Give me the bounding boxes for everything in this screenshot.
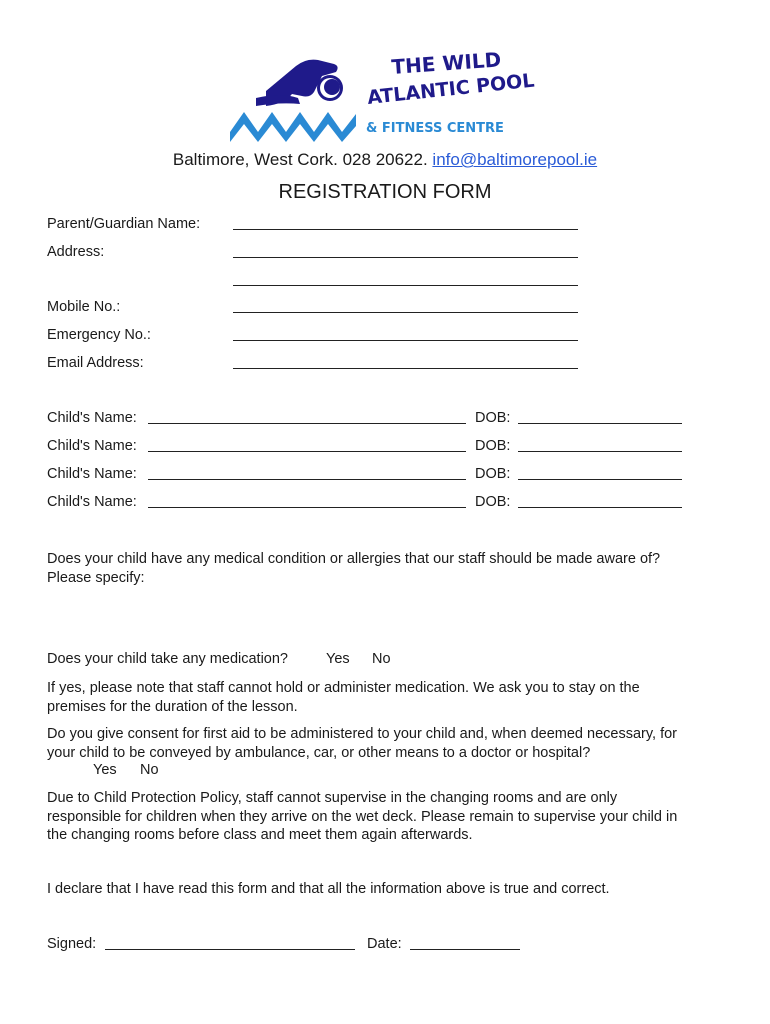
child-name-label: Child's Name: bbox=[47, 438, 137, 454]
declaration: I declare that I have read this form and that all the information above is true and correct. bbox=[47, 881, 610, 897]
address-field-1[interactable] bbox=[233, 257, 578, 258]
dob-field[interactable] bbox=[518, 451, 682, 452]
child-name-field[interactable] bbox=[148, 507, 466, 508]
logo-line3: & FITNESS CENTRE bbox=[366, 121, 504, 136]
date-field[interactable] bbox=[410, 949, 520, 950]
medical-question bbox=[47, 550, 737, 587]
policy-line: responsible for children when they arrive on the wet deck. Please remain to supervise your child in bbox=[47, 808, 678, 825]
contact-text: Baltimore, West Cork. 028 20622. bbox=[172, 150, 428, 169]
logo-line2: ATLANTIC POOL bbox=[366, 69, 536, 109]
signature-field[interactable] bbox=[105, 949, 355, 950]
medical-question-line: Please specify: bbox=[47, 569, 145, 586]
logo-line1: THE WILD bbox=[390, 47, 502, 79]
child-name-label: Child's Name: bbox=[47, 494, 137, 510]
child-name-label: Child's Name: bbox=[47, 410, 137, 426]
medication-no-option[interactable]: No bbox=[372, 651, 391, 667]
emergency-field[interactable] bbox=[233, 340, 578, 341]
mobile-field[interactable] bbox=[233, 312, 578, 313]
child-name-field[interactable] bbox=[148, 479, 466, 480]
dob-field[interactable] bbox=[518, 479, 682, 480]
signed-label: Signed: bbox=[47, 936, 97, 952]
address-label: Address: bbox=[47, 244, 105, 260]
consent-no-option[interactable]: No bbox=[140, 762, 159, 778]
medication-yes-option[interactable]: Yes bbox=[326, 651, 350, 667]
parent-name-label: Parent/Guardian Name: bbox=[47, 216, 201, 232]
consent-question bbox=[47, 725, 737, 762]
medication-note-line: If yes, please note that staff cannot hold or administer medication. We ask you to stay on the bbox=[47, 680, 640, 696]
dob-field[interactable] bbox=[518, 507, 682, 508]
dob-label: DOB: bbox=[475, 494, 511, 510]
dob-field[interactable] bbox=[518, 423, 682, 424]
date-label: Date: bbox=[367, 936, 402, 952]
medication-note bbox=[47, 679, 737, 716]
contact-line bbox=[0, 150, 770, 170]
logo bbox=[226, 46, 556, 146]
parent-name-field[interactable] bbox=[233, 229, 578, 230]
mobile-label: Mobile No.: bbox=[47, 299, 121, 315]
child-name-field[interactable] bbox=[148, 423, 466, 424]
address-field-2[interactable] bbox=[233, 285, 578, 286]
consent-line: Do you give consent for first aid to be administered to your child and, when deemed necessary, for bbox=[47, 726, 678, 742]
child-name-label: Child's Name: bbox=[47, 466, 137, 482]
dob-label: DOB: bbox=[475, 438, 511, 454]
dob-label: DOB: bbox=[475, 466, 511, 482]
child-protection-policy bbox=[47, 789, 737, 845]
email-address-label: Email Address: bbox=[47, 355, 144, 371]
consent-yes-option[interactable]: Yes bbox=[93, 762, 117, 778]
swimmer-icon bbox=[226, 46, 556, 146]
child-name-field[interactable] bbox=[148, 451, 466, 452]
policy-line: the changing rooms before class and meet them again afterwards. bbox=[47, 827, 473, 843]
consent-line: your child to be conveyed by ambulance, car, or other means to a doctor or hospital? bbox=[47, 744, 591, 761]
email-address-field[interactable] bbox=[233, 368, 578, 369]
policy-line: Due to Child Protection Policy, staff cannot supervise in the changing rooms and are only bbox=[47, 790, 618, 806]
medication-question: Does your child take any medication? bbox=[47, 651, 288, 667]
email-link[interactable]: info@baltimorepool.ie bbox=[432, 150, 598, 169]
medical-question-line: Does your child have any medical condition or allergies that our staff should be made aware of? bbox=[47, 551, 661, 567]
dob-label: DOB: bbox=[475, 410, 511, 426]
page-title: REGISTRATION FORM bbox=[278, 181, 492, 203]
emergency-label: Emergency No.: bbox=[47, 327, 151, 343]
medication-note-line: premises for the duration of the lesson. bbox=[47, 698, 298, 715]
